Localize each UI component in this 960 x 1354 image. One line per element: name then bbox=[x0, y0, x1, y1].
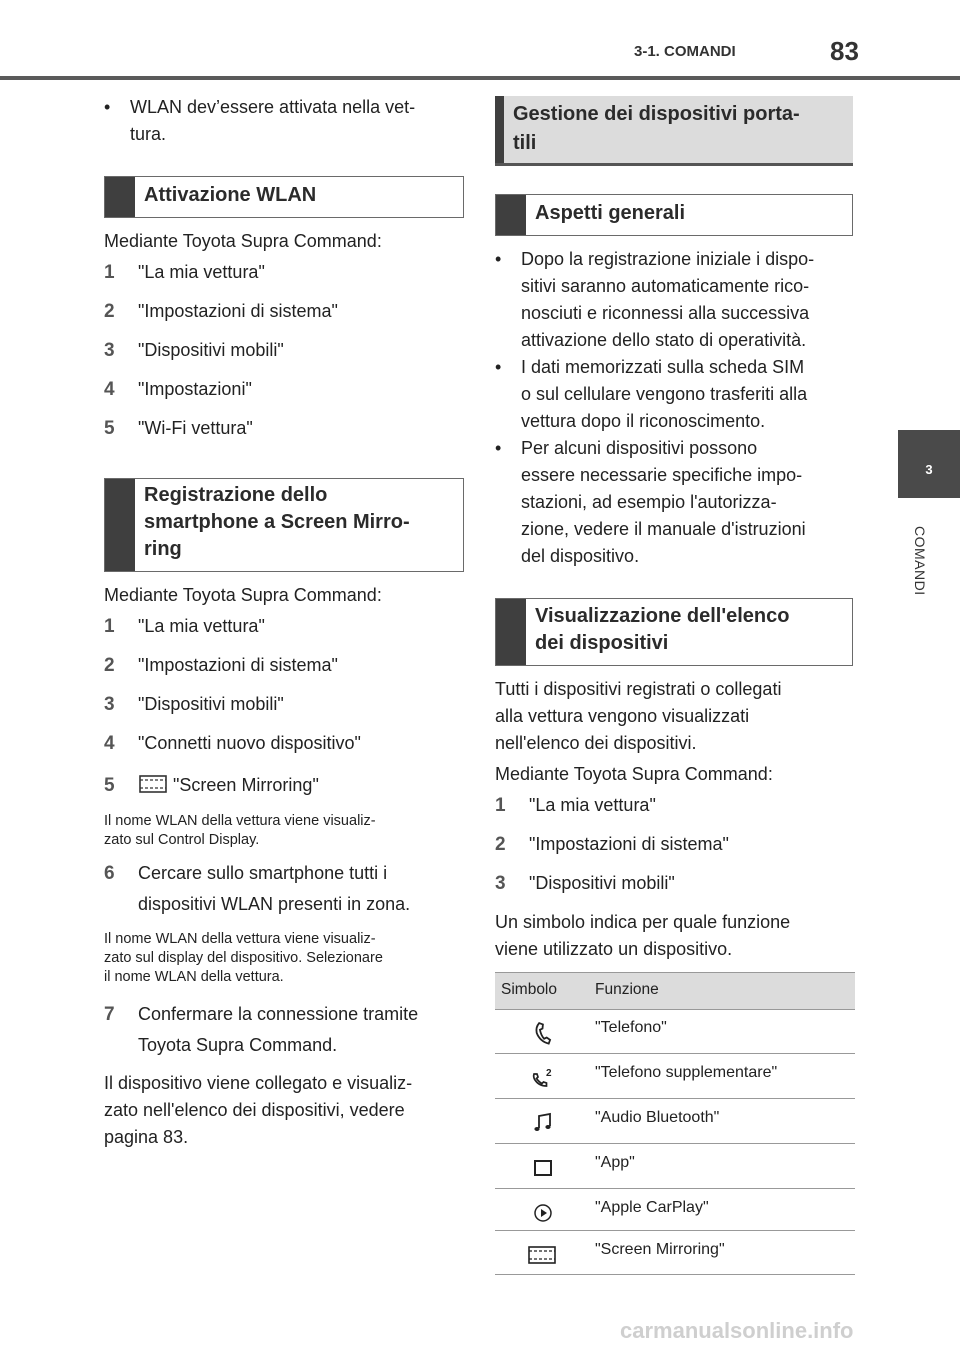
note-text: Il nome WLAN della vettura viene visualiz- zato sul Control Display. bbox=[104, 813, 376, 848]
section-title-line: ring bbox=[144, 538, 182, 560]
symbol-paragraph: Un simbolo indica per quale funzione viene utilizzato un dispositivo. bbox=[495, 912, 791, 959]
col-header-function: Funzione bbox=[595, 981, 659, 998]
svg-text:2: 2 bbox=[546, 1068, 552, 1079]
table-row: 2 "Telefono supplementare" bbox=[495, 1054, 855, 1099]
section-box-device-list bbox=[495, 598, 853, 666]
app-square-icon bbox=[531, 1156, 555, 1180]
section-box-general bbox=[495, 194, 853, 236]
screen-mirroring-icon bbox=[138, 773, 168, 795]
phone-icon bbox=[531, 1021, 555, 1045]
music-note-icon bbox=[531, 1111, 555, 1135]
page-number: 83 bbox=[830, 36, 859, 66]
table-row: "Screen Mirroring" bbox=[495, 1231, 855, 1275]
carplay-play-icon bbox=[531, 1201, 555, 1225]
main-heading-line: Gestione dei dispositivi porta- bbox=[513, 103, 800, 125]
chapter-tab: 3 bbox=[898, 430, 960, 498]
symbol-table-header bbox=[495, 972, 855, 1010]
section-title-line: Registrazione dello bbox=[144, 484, 328, 506]
note-text: Il nome WLAN della vettura viene visualiz- zato sul display del dispositivo. Selezionare il nome WLAN della vettura. bbox=[104, 931, 383, 985]
running-header-section: 3-1. COMANDI bbox=[634, 43, 736, 60]
lead-text: Mediante Toyota Supra Command: bbox=[495, 764, 773, 784]
section-title-line: smartphone a Screen Mirro- bbox=[144, 511, 410, 533]
chapter-tab-label: COMANDI bbox=[912, 526, 928, 596]
table-row: "Audio Bluetooth" bbox=[495, 1099, 855, 1144]
section-box-wlan-activation bbox=[104, 176, 464, 218]
section-title: Attivazione WLAN bbox=[144, 184, 317, 206]
screen-mirroring-icon bbox=[527, 1243, 557, 1267]
lead-text: Mediante Toyota Supra Command: bbox=[104, 231, 382, 251]
section-box-smartphone-registration bbox=[104, 478, 464, 572]
main-heading-line: tili bbox=[513, 132, 537, 154]
table-row: "App" bbox=[495, 1144, 855, 1189]
col-header-symbol: Simbolo bbox=[501, 981, 557, 998]
section-title-line: Visualizzazione dell'elenco bbox=[535, 605, 790, 627]
header-rule bbox=[0, 76, 960, 80]
second-phone-icon bbox=[531, 1066, 555, 1090]
device-list-paragraph: Tutti i dispositivi registrati o collegati alla vettura vengono visualizzati nell'elenco dei dispositivi. bbox=[495, 679, 782, 753]
watermark: carmanualsonline.info bbox=[620, 1318, 854, 1343]
main-heading-box bbox=[495, 96, 853, 166]
section-title: Aspetti generali bbox=[535, 202, 686, 224]
section-title-line: dei dispositivi bbox=[535, 632, 669, 654]
closing-paragraph: Il dispositivo viene collegato e visualiz- zato nell'elenco dei dispositivi, vedere pagina 83. bbox=[104, 1073, 413, 1147]
table-row: "Telefono" bbox=[495, 1009, 855, 1054]
lead-text: Mediante Toyota Supra Command: bbox=[104, 585, 382, 605]
table-row: "Apple CarPlay" bbox=[495, 1189, 855, 1231]
